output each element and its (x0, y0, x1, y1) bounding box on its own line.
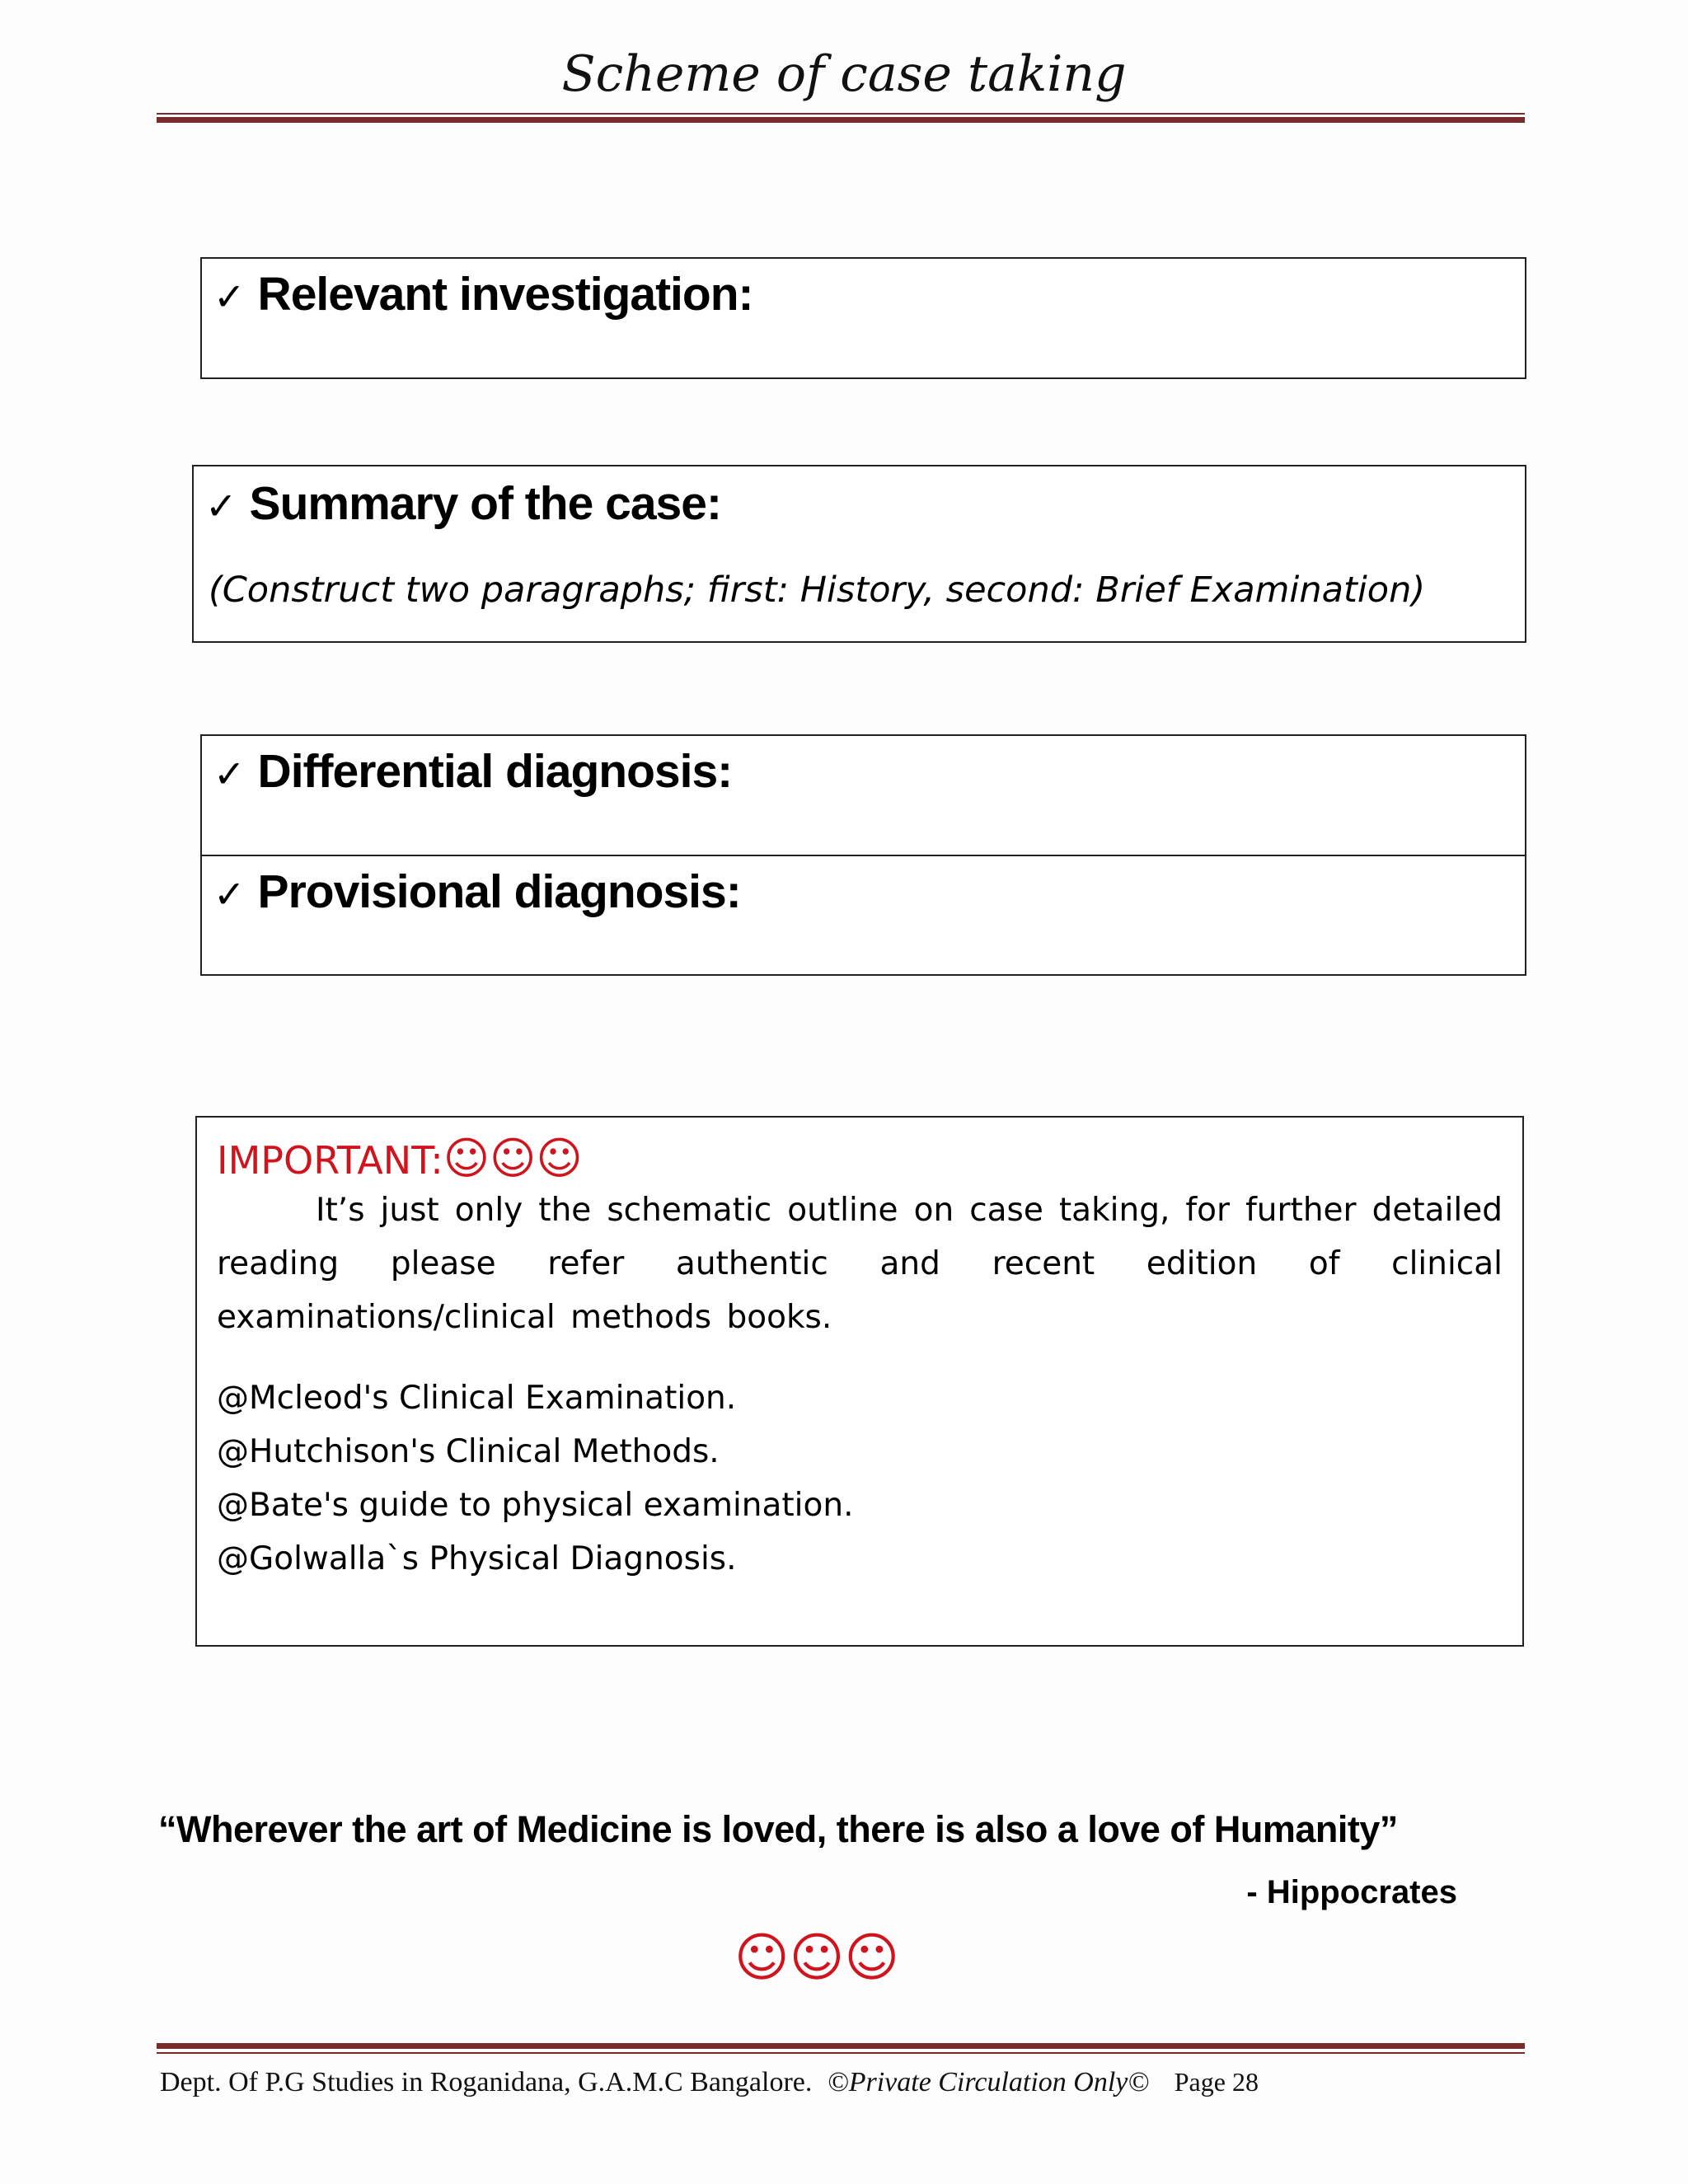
footer-dept: Dept. Of P.G Studies in Roganidana, G.A.M.C Bangalore. (160, 2067, 813, 2097)
diagnosis-divider (202, 855, 1525, 856)
page-number: Page 28 (1174, 2067, 1259, 2097)
summary-note: (Construct two paragraphs; first: History, second: Brief Examination) (209, 569, 1426, 611)
reference-item: @Hutchison's Clinical Methods. (217, 1433, 720, 1470)
header-rule-thin (157, 113, 1525, 115)
reference-item: @Mcleod's Clinical Examination. (217, 1380, 737, 1417)
important-label-row (217, 1132, 583, 1185)
relevant-investigation-heading: ✓ Relevant investigation: (213, 268, 753, 321)
smiley-icon: ☺☺☺ (443, 1132, 583, 1184)
differential-diagnosis-heading: ✓ Differential diagnosis: (213, 745, 733, 798)
reference-list (217, 1371, 854, 1586)
provisional-diagnosis-heading: ✓ Provisional diagnosis: (213, 865, 741, 918)
smiley-icon: ☺☺☺ (734, 1928, 900, 1989)
quote-author: - Hippocrates (1246, 1874, 1457, 1910)
summary-heading: ✓ Summary of the case: (205, 477, 721, 530)
summary-box (192, 465, 1526, 643)
footer-rule-thin (157, 2052, 1525, 2054)
checkmark-icon: ✓ (213, 872, 245, 916)
footer-circulation: ©Private Circulation Only© (827, 2067, 1150, 2097)
diagnosis-box (200, 734, 1526, 976)
footer (160, 2064, 1259, 2101)
important-box (195, 1116, 1524, 1647)
header-rule-thick (157, 117, 1525, 123)
checkmark-icon: ✓ (205, 484, 237, 528)
quote-text: “Wherever the art of Medicine is loved, there is also a love of Humanity” (158, 1808, 1398, 1850)
relevant-investigation-box (200, 257, 1526, 379)
checkmark-icon: ✓ (213, 752, 245, 796)
important-text: It’s just only the schematic outline on case taking, for further detailed reading please refer authentic and recent edition of clinical examinations/clinical methods books. (217, 1192, 1503, 1336)
page-header-title: Scheme of case taking (561, 45, 1127, 103)
checkmark-icon: ✓ (213, 274, 245, 319)
important-label: IMPORTANT: (217, 1138, 443, 1183)
reference-item: @Bate's guide to physical examination. (217, 1487, 854, 1524)
footer-rule-thick (157, 2043, 1525, 2049)
reference-item: @Golwalla`s Physical Diagnosis. (217, 1540, 737, 1577)
